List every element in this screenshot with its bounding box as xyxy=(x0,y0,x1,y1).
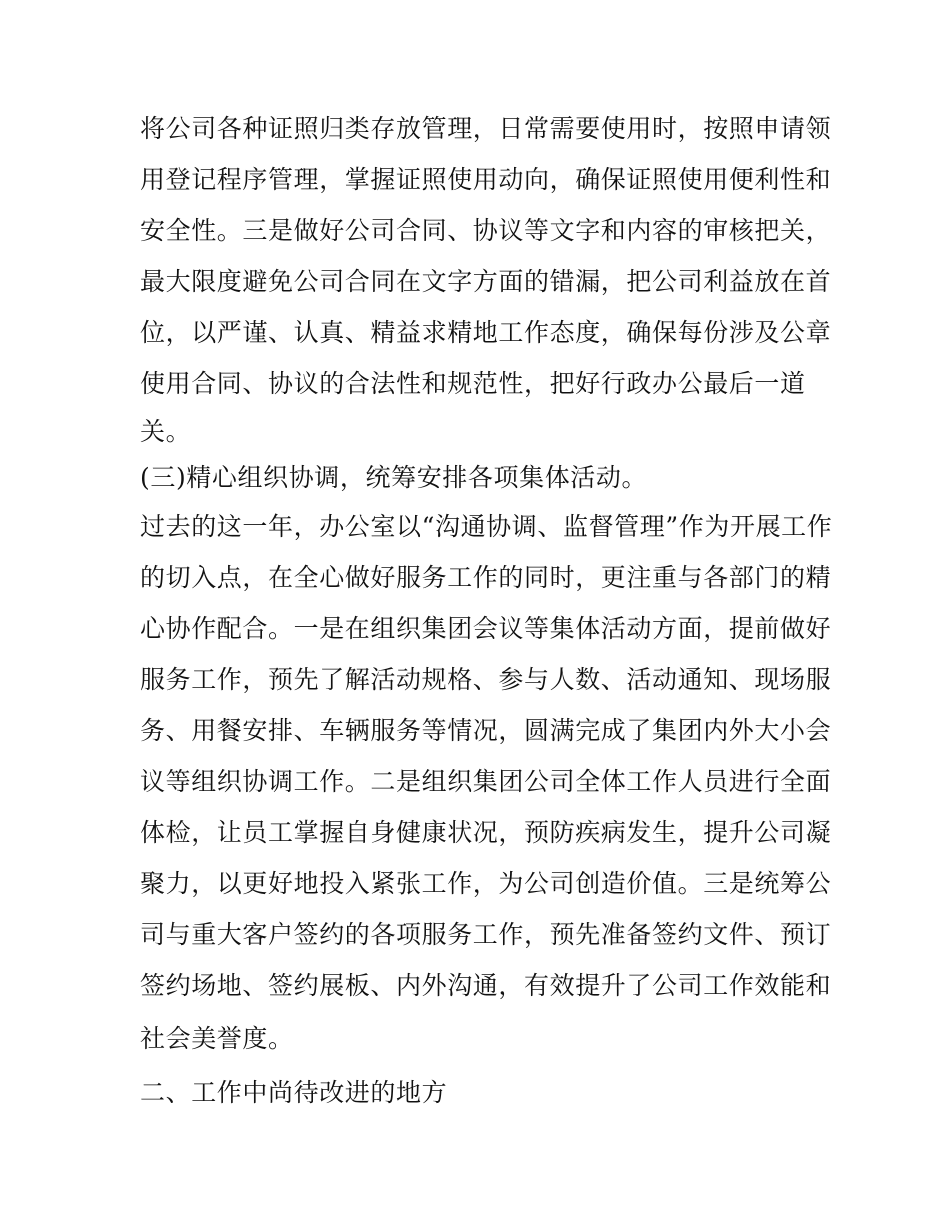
text-line: 社会美誉度。 xyxy=(140,1024,294,1053)
text-line: 安全性。三是做好公司合同、协议等文字和内容的审核把关， xyxy=(140,216,832,245)
subsection-heading: (三)精心组织协调，统筹安排各项集体活动。 xyxy=(140,463,648,492)
paragraph-collective-activities xyxy=(140,501,833,1067)
document-body xyxy=(140,103,833,1118)
text-line: 的切入点，在全心做好服务工作的同时，更注重与各部门的精 xyxy=(140,563,832,592)
text-line: 关。 xyxy=(140,417,192,446)
text-line: 务、用餐安排、车辆服务等情况，圆满完成了集团内外大小会 xyxy=(140,716,832,745)
text-line: 服务工作，预先了解活动规格、参与人数、活动通知、现场服 xyxy=(140,665,832,694)
text-line: 用登记程序管理，掌握证照使用动向，确保证照使用便利性和 xyxy=(140,165,832,194)
text-line: 最大限度避免公司合同在文字方面的错漏，把公司利益放在首 xyxy=(140,267,832,296)
text-line: 将公司各种证照归类存放管理，日常需要使用时，按照申请领 xyxy=(140,114,832,143)
text-line: 签约场地、签约展板、内外沟通，有效提升了公司工作效能和 xyxy=(140,971,832,1000)
text-line: 过去的这一年，办公室以“沟通协调、监督管理”作为开展工作 xyxy=(140,512,833,541)
section-heading: 二、工作中尚待改进的地方 xyxy=(140,1078,448,1107)
text-line: 聚力，以更好地投入紧张工作，为公司创造价值。三是统筹公 xyxy=(140,869,832,898)
text-line: 心协作配合。一是在组织集团会议等集体活动方面，提前做好 xyxy=(140,614,832,643)
text-line: 体检，让员工掌握自身健康状况，预防疾病发生，提升公司凝 xyxy=(140,818,832,847)
text-line: 使用合同、协议的合法性和规范性，把好行政办公最后一道 xyxy=(140,369,806,398)
text-line: 议等组织协调工作。二是组织集团公司全体工作人员进行全面 xyxy=(140,767,832,796)
text-line: 司与重大客户签约的各项服务工作，预先准备签约文件、预订 xyxy=(140,920,832,949)
paragraph-certificate-management xyxy=(140,103,832,455)
text-line: 位，以严谨、认真、精益求精地工作态度，确保每份涉及公章 xyxy=(140,318,832,347)
